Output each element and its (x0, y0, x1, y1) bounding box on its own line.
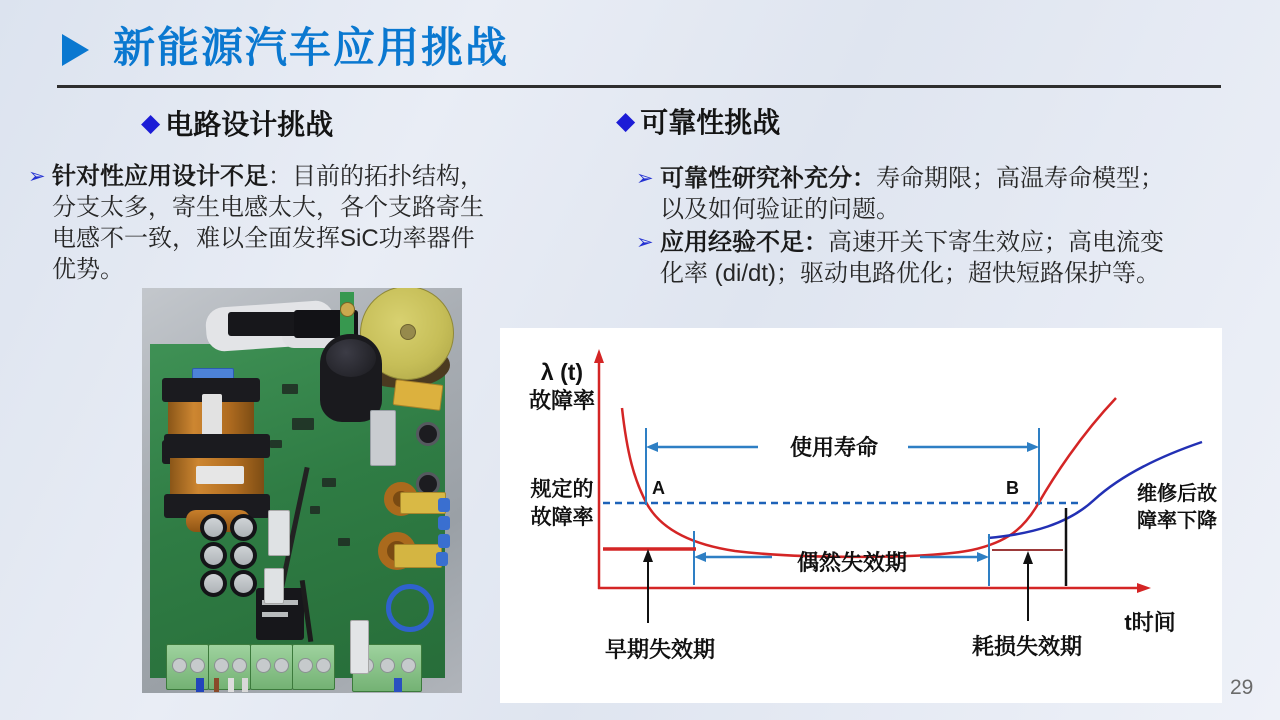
early-failure-label: 早期失效期 (604, 637, 716, 662)
white-connector (268, 510, 290, 556)
triangle-pointer-icon (62, 34, 89, 66)
right-bullet-2 (636, 227, 1226, 289)
right-bullet2-line2: 化率 (di/dt)；驱动电路优化；超快短路保护等。 (660, 260, 1161, 287)
screw (400, 324, 416, 340)
left-heading-label: 电路设计挑战 (165, 109, 334, 140)
blue-wire-loop (386, 584, 434, 632)
yellow-inductor (394, 544, 442, 568)
transformer (164, 434, 270, 518)
screw-post (416, 422, 440, 446)
wire (228, 678, 234, 692)
useful-life-label: 使用寿命 (789, 435, 879, 460)
random-failure-label: 偶然失效期 (796, 550, 908, 575)
left-section-heading (141, 103, 333, 143)
bathtub-curve-svg (500, 328, 1222, 703)
capacitor (200, 514, 227, 541)
electrolytic-capacitor (320, 334, 382, 422)
left-arrow-icon (646, 442, 658, 452)
left-bullet-line4: 优势。 (52, 256, 124, 283)
arrow-bullet-icon: ➢ (636, 231, 654, 254)
wire (214, 678, 219, 692)
right-heading-label: 可靠性挑战 (640, 107, 781, 138)
specified-rate-label: 故障率 (530, 506, 594, 529)
y-axis-arrow-icon (594, 349, 604, 363)
wearout-failure-label: 耗损失效期 (971, 634, 1083, 659)
arrow-bullet-icon: ➢ (636, 167, 654, 190)
wire (242, 678, 248, 692)
left-bullet (28, 161, 576, 285)
right-bullet-list (636, 163, 1226, 291)
right-bullet1-rest: 寿命期限；高温寿命模型； (876, 165, 1164, 192)
wire (196, 678, 204, 692)
left-bullet-line2: 分支太多，寄生电感太大，各个支路寄生 (52, 194, 484, 221)
repair-note-label: 障率下降 (1137, 510, 1217, 532)
left-bullet-text (52, 161, 484, 285)
page-title: 新能源汽车应用挑战 (113, 24, 510, 71)
right-section-heading (616, 101, 780, 141)
title-bar (62, 24, 509, 72)
y-axis-label: λ (t) (540, 359, 584, 385)
up-arrow-icon (1023, 551, 1033, 564)
y-axis-label: 故障率 (528, 388, 596, 413)
white-connector (264, 568, 284, 604)
left-bullet-rest: ：目前的拓扑结构， (268, 163, 484, 190)
blue-capacitor (436, 552, 448, 566)
diamond-bullet-icon: ◆ (616, 107, 636, 135)
diamond-bullet-icon: ◆ (141, 109, 161, 137)
blue-capacitor (438, 498, 450, 512)
page-number: 29 (1230, 676, 1254, 699)
specified-rate-label: 规定的 (530, 478, 594, 501)
right-bullet1-bold: 可靠性研究补充分： (660, 165, 876, 192)
terminal-block (250, 644, 293, 690)
reliability-bathtub-diagram (500, 328, 1222, 703)
point-b-label: B (1006, 478, 1019, 498)
terminal-block (292, 644, 335, 690)
blue-capacitor (438, 534, 450, 548)
component-label (196, 466, 244, 484)
screw (340, 302, 355, 317)
time-axis-label: t时间 (1124, 610, 1176, 635)
left-arrow-icon (694, 552, 706, 562)
point-a-label: A (652, 478, 665, 498)
pcb-photo (142, 288, 462, 693)
capacitor (230, 542, 257, 569)
capacitor (200, 542, 227, 569)
wire (394, 678, 402, 692)
title-underline (57, 85, 1221, 88)
right-bullet2-rest: 高速开关下寄生效应；高电流变 (828, 229, 1164, 256)
blue-capacitor (438, 516, 450, 530)
capacitor (230, 514, 257, 541)
repair-note-label: 维修后故 (1137, 483, 1217, 505)
right-bullet1-line2: 以及如何验证的问题。 (660, 196, 900, 223)
capacitor (200, 570, 227, 597)
white-connector (350, 620, 369, 674)
right-bullet2-bold: 应用经验不足： (660, 229, 828, 256)
right-bullet-1 (636, 163, 1226, 225)
right-arrow-icon (977, 552, 989, 562)
capacitor (230, 570, 257, 597)
arrow-bullet-icon: ➢ (28, 165, 46, 188)
left-bullet-line3: 电感不一致，难以全面发挥SiC功率器件 (52, 225, 475, 252)
failure-rate-curve (622, 398, 1116, 557)
heatsink (370, 410, 396, 466)
up-arrow-icon (643, 549, 653, 562)
x-axis-arrow-icon (1137, 583, 1151, 593)
right-arrow-icon (1027, 442, 1039, 452)
left-bullet-bold: 针对性应用设计不足 (52, 163, 268, 190)
